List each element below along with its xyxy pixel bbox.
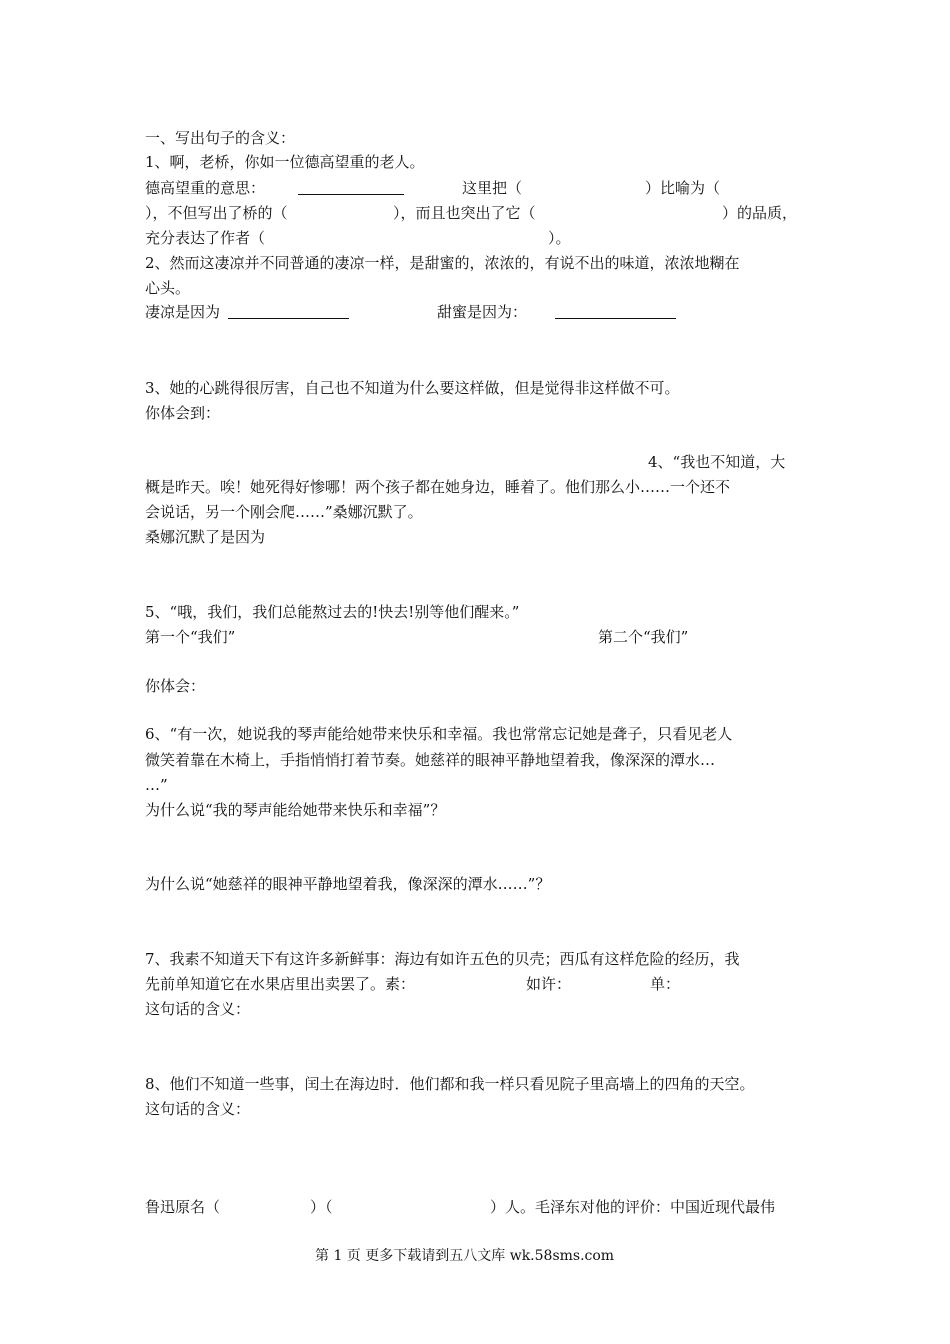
q4-sentence-line-1: 4、“我也不知道，大 [648,453,786,471]
q1-quality-label: ）的品质， [722,204,798,222]
q2-sentence-line-1: 2、然而这凄凉并不同普通的凄凉一样，是甜蜜的，浓浓的，有说不出的味道，浓浓地糊在 [145,254,740,272]
q2-reason-a-label: 凄凉是因为 [145,303,221,321]
q6-sentence-line-2: 微笑着靠在木椅上，手指悄悄打着节奏。她慈祥的眼神平静地望着我，像深深的潭水… [145,751,716,769]
luxun-evaluation-label: ）人。毛泽东对他的评价：中国近现代最伟 [490,1198,776,1216]
q1-compare-label: 这里把（ [462,179,523,197]
q1-metaphor-label: ）比喻为（ [645,179,721,197]
q1-meaning-blank[interactable] [298,178,404,195]
q8-prompt: 这句话的含义： [145,1100,251,1118]
q1-sentence: 1、啊，老桥，你如一位德高望重的老人。 [145,153,425,171]
q7-dan-label: 单： [650,975,681,993]
q7-sentence-line-2: 先前单知道它在水果店里出卖罢了。素： [145,975,416,993]
q1-author-label: 充分表达了作者（ [145,229,266,247]
luxun-origin-label: ）（ [310,1198,333,1216]
q1-highlight-label: ），而且也突出了它（ [393,204,536,222]
luxun-name-label: 鲁迅原名（ [145,1198,221,1216]
section-title: 一、写出句子的含义： [145,129,296,147]
q3-prompt: 你体会到： [145,404,221,422]
q6-question-2: 为什么说“她慈祥的眼神平静地望着我，像深深的潭水……”？ [145,875,551,893]
q2-reason-b-label: 甜蜜是因为： [437,303,528,321]
page-footer: 第 1 页 更多下载请到五八文库 wk.58sms.com [315,1248,615,1264]
q5-first-we-label: 第一个“我们” [145,628,236,646]
q6-sentence-line-3: …” [145,776,168,794]
q1-meaning-label: 德高望重的意思： [145,179,266,197]
q4-prompt: 桑娜沉默了是因为 [145,528,266,546]
q8-sentence: 8、他们不知道一些事，闰土在海边时．他们都和我一样只看见院子里高墙上的四角的天空。 [145,1075,755,1093]
q2-reason-b-blank[interactable] [555,302,676,319]
q4-sentence-line-3: 会说话，另一个刚会爬……”桑娜沉默了。 [145,503,423,521]
q7-ruxu-label: 如许： [526,975,572,993]
q4-sentence-line-2: 概是昨天。唉！她死得好惨哪！两个孩子都在她身边，睡着了。他们那么小……一个还不 [145,478,731,496]
q5-second-we-label: 第二个“我们” [598,628,689,646]
q5-prompt: 你体会： [145,677,206,695]
q1-bridge-label: ），不但写出了桥的（ [145,204,288,222]
q5-sentence: 5、“哦，我们，我们总能熬过去的!快去!别等他们醒来。” [145,603,520,621]
q3-sentence: 3、她的心跳得很厉害，自己也不知道为什么要这样做，但是觉得非这样做不可。 [145,379,680,397]
q6-question-1: 为什么说“我的琴声能给她带来快乐和幸福”？ [145,801,446,819]
q6-sentence-line-1: 6、“有一次，她说我的琴声能给她带来快乐和幸福。我也常常忘记她是聋子，只看见老人 [145,725,733,743]
q7-prompt: 这句话的含义： [145,1000,251,1018]
q2-reason-a-blank[interactable] [228,302,349,319]
q7-sentence-line-1: 7、我素不知道天下有这许多新鲜事：海边有如许五色的贝壳；西瓜有这样危险的经历，我 [145,950,740,968]
q2-sentence-line-2: 心头。 [145,279,191,297]
q1-author-close: ）。 [548,229,571,247]
